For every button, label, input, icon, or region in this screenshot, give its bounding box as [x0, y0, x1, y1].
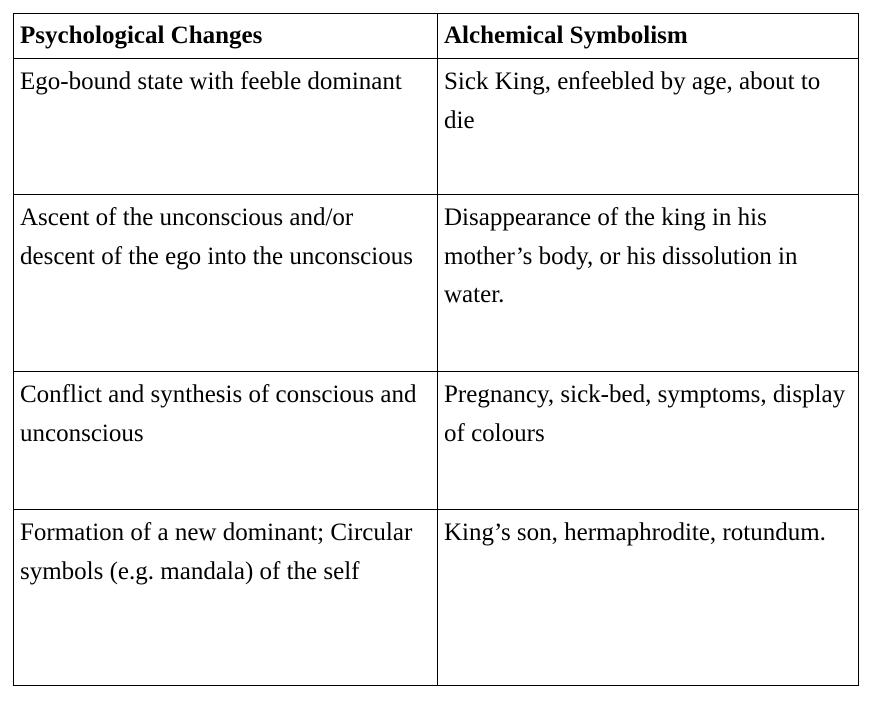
comparison-table	[13, 13, 859, 686]
table-row	[14, 510, 859, 686]
psychological-cell: Ego-bound state with feeble dominant	[14, 59, 438, 195]
table-row	[14, 195, 859, 372]
alchemical-cell: Pregnancy, sick-bed, symptoms, display of colours	[438, 372, 859, 510]
table-row	[14, 372, 859, 510]
header-row	[14, 14, 859, 59]
alchemical-cell: King’s son, hermaphrodite, rotundum.	[438, 510, 859, 686]
table-row	[14, 59, 859, 195]
alchemical-cell: Disappearance of the king in his mother’s body, or his dissolution in water.	[438, 195, 859, 372]
psychological-cell: Conflict and synthesis of conscious and unconscious	[14, 372, 438, 510]
psychological-cell: Formation of a new dominant; Circular symbols (e.g. mandala) of the self	[14, 510, 438, 686]
psychological-cell: Ascent of the unconscious and/or descent of the ego into the unconscious	[14, 195, 438, 372]
header-psychological-changes: Psychological Changes	[14, 14, 438, 59]
header-alchemical-symbolism: Alchemical Symbolism	[438, 14, 859, 59]
alchemical-cell: Sick King, enfeebled by age, about to die	[438, 59, 859, 195]
